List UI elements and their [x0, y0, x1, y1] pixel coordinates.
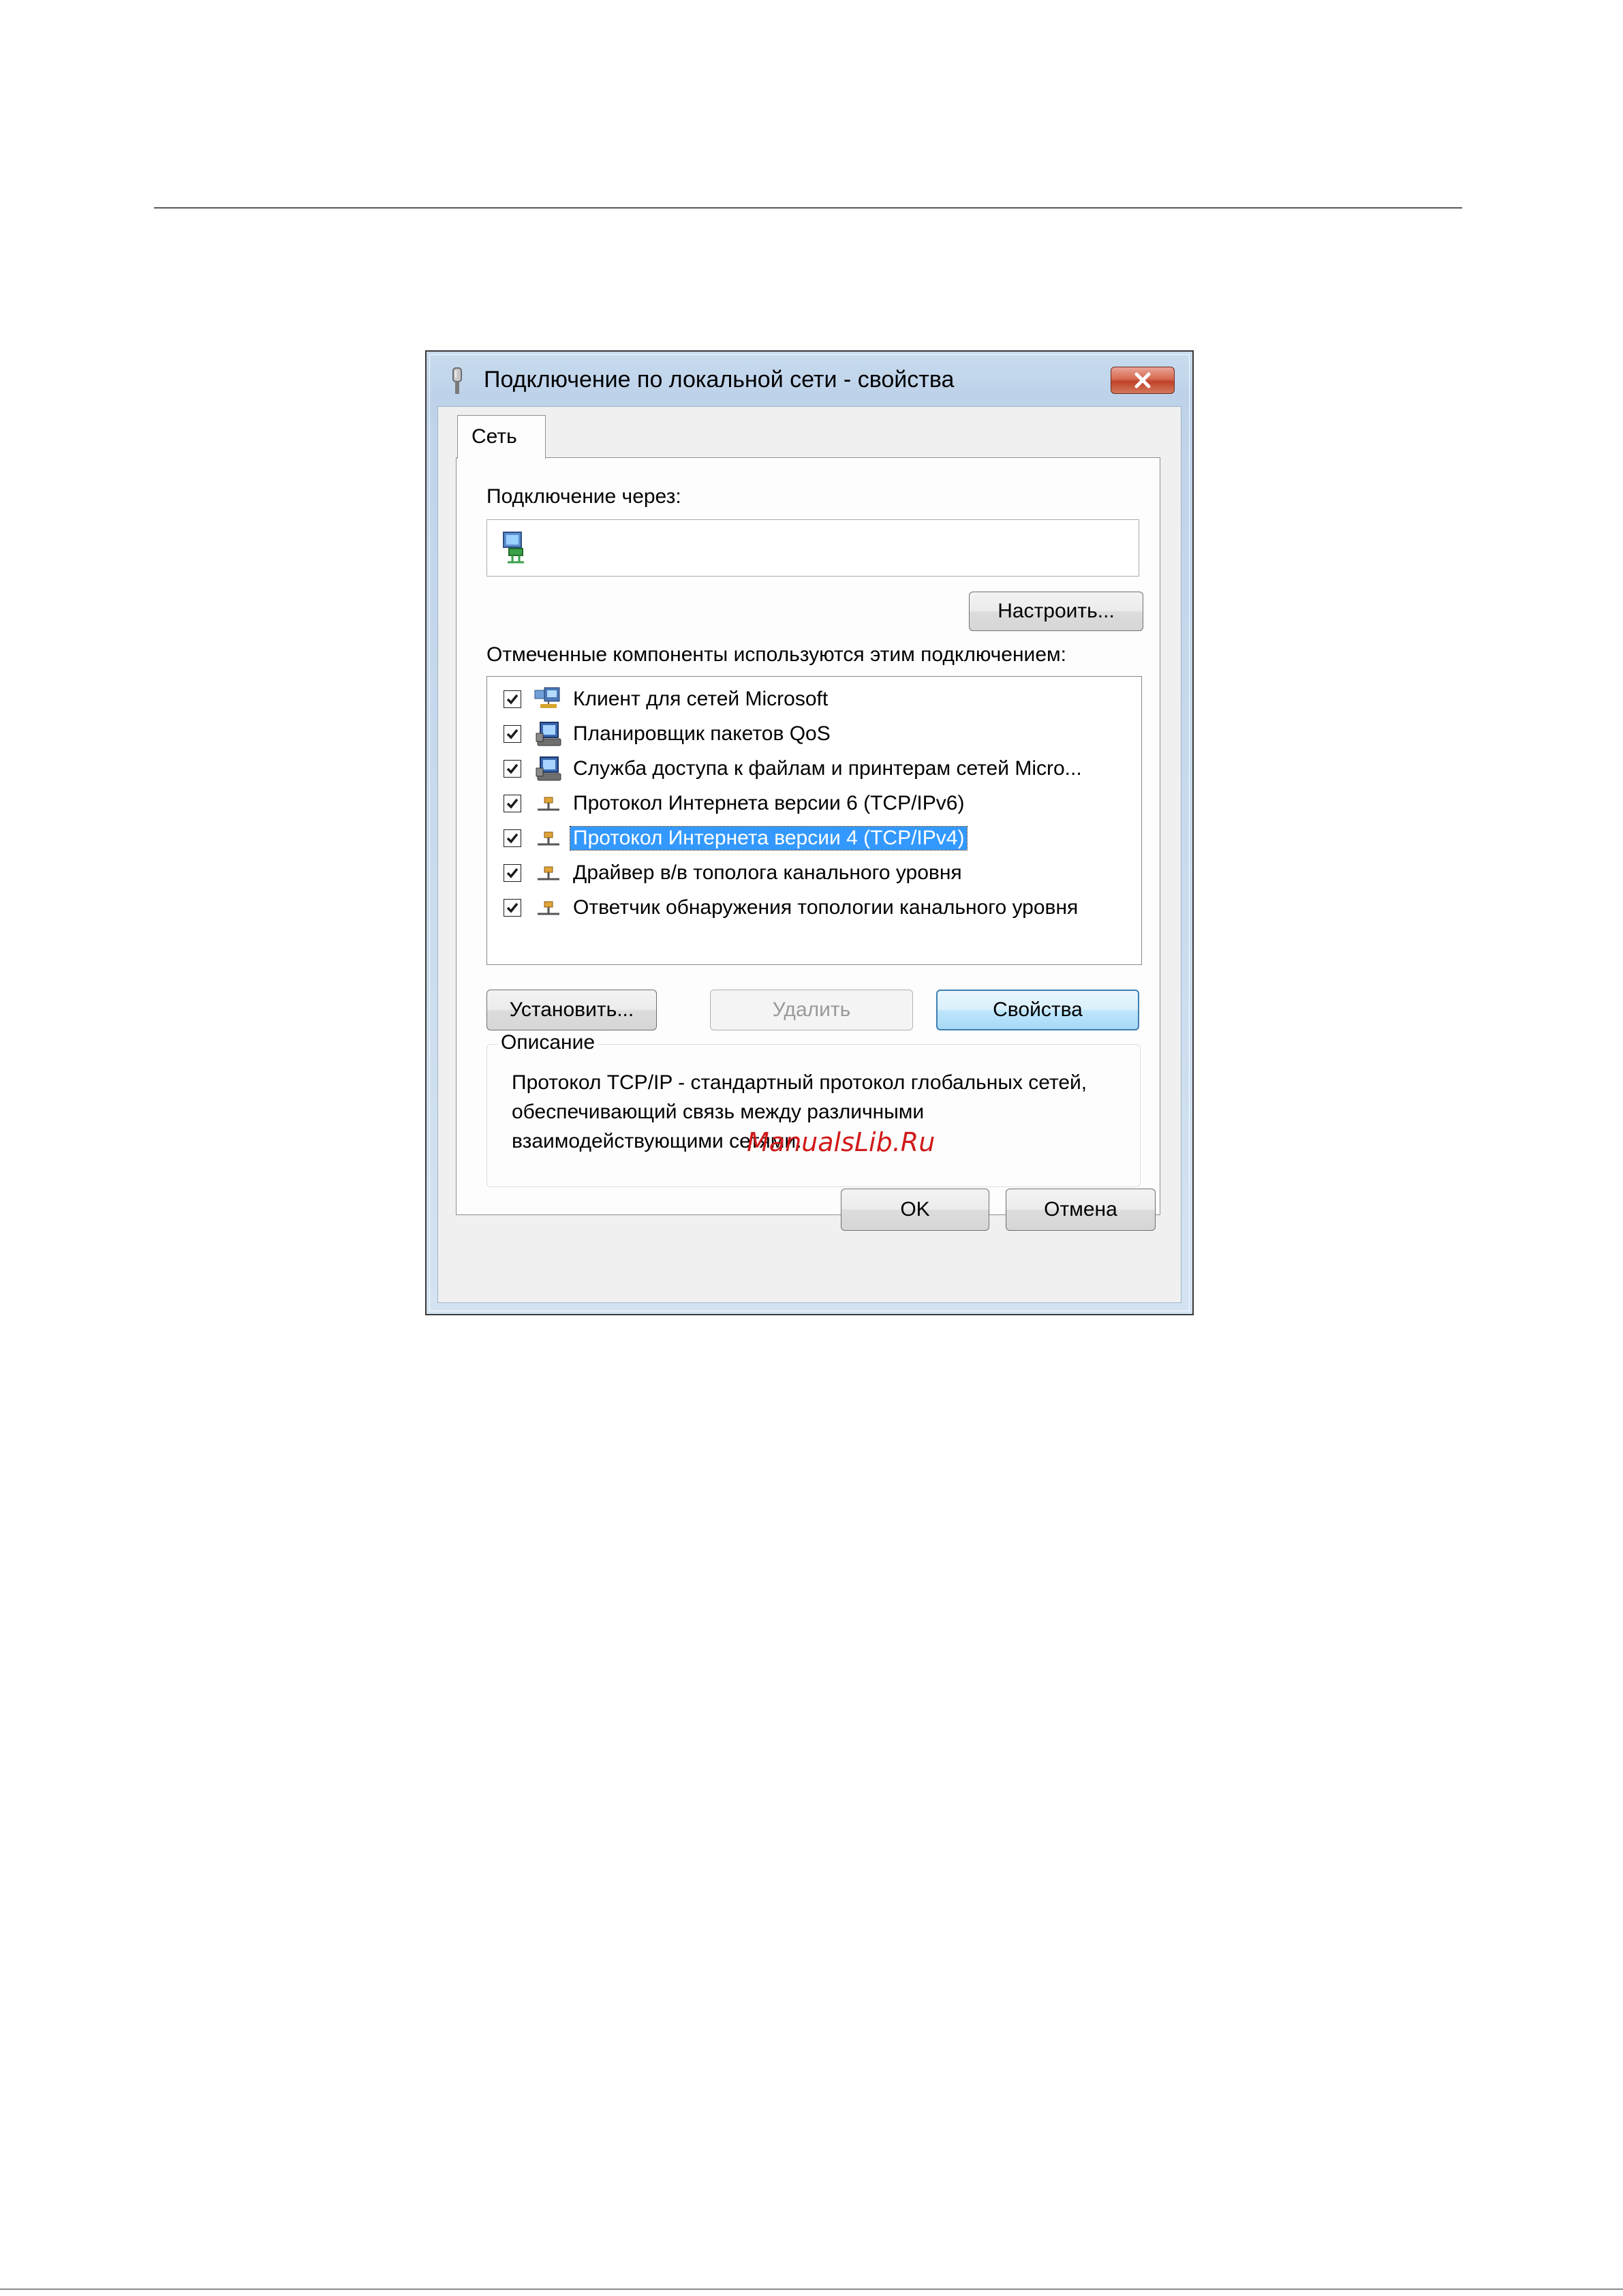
network-service-icon — [534, 756, 563, 783]
tab-network[interactable]: Сеть — [457, 415, 546, 459]
watermark: ManualsLib.Ru — [747, 1127, 936, 1157]
dialog-title: Подключение по локальной сети - свойства — [484, 367, 955, 393]
configure-button-label: Настроить... — [998, 600, 1115, 622]
component-checkbox[interactable] — [504, 864, 521, 882]
properties-button-label: Свойства — [993, 998, 1083, 1021]
checkmark-icon — [506, 901, 519, 915]
component-checkbox[interactable] — [504, 760, 521, 778]
protocol-icon — [534, 791, 563, 818]
network-adapter-icon — [501, 530, 531, 565]
title-bar[interactable] — [427, 352, 1192, 406]
component-label: Протокол Интернета версии 4 (TCP/IPv4) — [570, 827, 967, 850]
checkmark-icon — [506, 762, 519, 776]
component-checkbox[interactable] — [504, 725, 521, 743]
checkmark-icon — [506, 831, 519, 845]
dialog-client-area — [437, 406, 1181, 1303]
component-label: Служба доступа к файлам и принтерам сетей Micro... — [573, 757, 1082, 780]
network-client-icon — [534, 686, 563, 714]
components-label: Отмеченные компоненты используются этим подключением: — [486, 643, 1066, 666]
install-button[interactable] — [486, 990, 657, 1030]
component-label: Протокол Интернета версии 6 (TCP/IPv6) — [573, 792, 965, 814]
component-label: Ответчик обнаружения топологии канального уровня — [573, 896, 1079, 919]
checkmark-icon — [506, 797, 519, 810]
install-button-label: Установить... — [509, 998, 634, 1021]
list-item[interactable] — [494, 684, 1134, 715]
ok-button-label: OK — [900, 1198, 930, 1221]
network-service-icon — [534, 721, 563, 748]
close-button[interactable] — [1111, 367, 1175, 394]
component-checkbox[interactable] — [504, 899, 521, 917]
list-item[interactable] — [494, 718, 1134, 750]
network-plug-icon — [448, 367, 466, 397]
checkmark-icon — [506, 692, 519, 706]
component-label: Планировщик пакетов QoS — [573, 722, 831, 745]
page-footer-rule — [0, 2289, 1623, 2290]
protocol-icon — [534, 860, 563, 887]
ok-button[interactable] — [841, 1189, 989, 1231]
component-checkbox[interactable] — [504, 829, 521, 847]
close-icon — [1132, 371, 1153, 389]
configure-button[interactable] — [969, 592, 1143, 631]
remove-button-label: Удалить — [772, 998, 851, 1021]
protocol-icon — [534, 825, 563, 853]
list-item[interactable] — [494, 892, 1134, 923]
list-item[interactable] — [494, 857, 1134, 889]
component-checkbox[interactable] — [504, 795, 521, 812]
remove-button[interactable] — [710, 990, 913, 1030]
description-group — [486, 1031, 1141, 1187]
checkmark-icon — [506, 727, 519, 741]
component-label: Драйвер в/в тополога канального уровня — [573, 861, 962, 884]
list-item[interactable] — [494, 788, 1134, 819]
component-label: Клиент для сетей Microsoft — [573, 688, 829, 710]
page-header-rule — [154, 207, 1462, 209]
cancel-button-label: Отмена — [1044, 1198, 1117, 1221]
list-item[interactable] — [494, 753, 1134, 784]
protocol-icon — [534, 895, 563, 922]
description-legend: Описание — [498, 1031, 598, 1054]
checkmark-icon — [506, 866, 519, 880]
network-tab-panel — [456, 457, 1160, 1215]
cancel-button[interactable] — [1006, 1189, 1156, 1231]
adapter-field — [486, 519, 1139, 577]
list-item[interactable] — [494, 823, 1134, 854]
lan-properties-dialog — [425, 350, 1194, 1315]
description-text: Протокол TCP/IP - стандартный протокол глобальных сетей, обеспечивающий связь между различными взаимодействующими сетями. — [512, 1071, 1087, 1152]
properties-button[interactable] — [936, 990, 1139, 1030]
components-list[interactable] — [486, 676, 1142, 965]
component-checkbox[interactable] — [504, 690, 521, 708]
connect-via-label: Подключение через: — [486, 485, 681, 508]
